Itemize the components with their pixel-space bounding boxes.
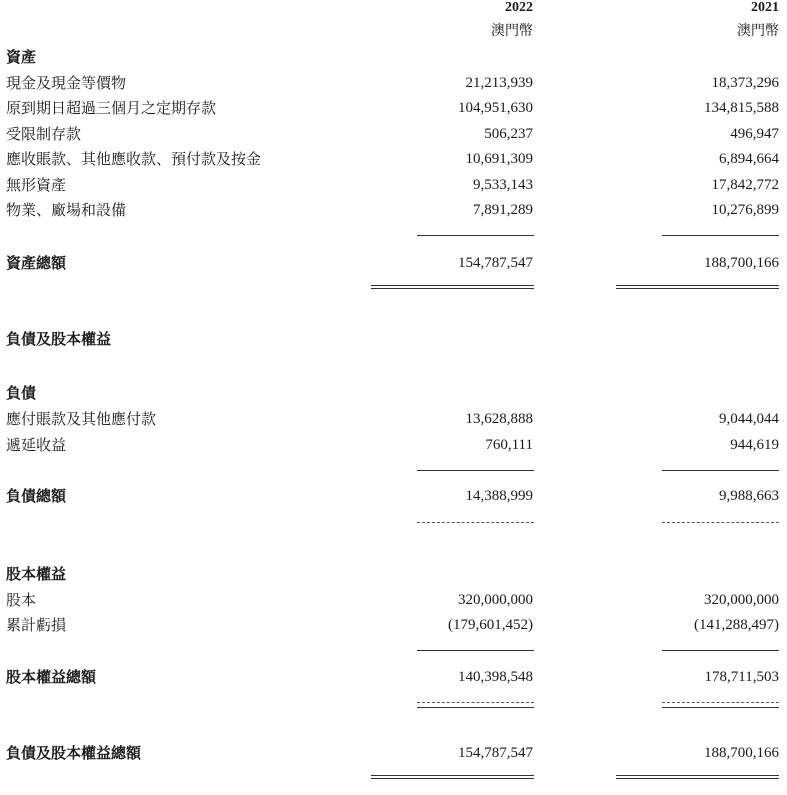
liability-row-value-2021: 9,044,044 [719,411,779,427]
liability-row-value-2022: 13,628,888 [465,411,533,427]
asset-row-value-2021: 10,276,899 [711,202,779,218]
liability-row-value-2022: 760,111 [485,437,533,453]
asset-row-label: 現金及現金等價物 [6,74,127,92]
subtotal-rule [417,707,534,708]
grand-total-2022: 154,787,547 [458,745,533,761]
asset-row-value-2022: 7,891,289 [473,202,533,218]
asset-row-value-2022: 9,533,143 [473,177,533,193]
asset-row-value-2022: 10,691,309 [465,151,533,167]
subtotal-rule [662,707,779,708]
asset-row-value-2021: 6,894,664 [719,151,779,167]
subtotal-rule [662,470,779,471]
asset-row-value-2021: 496,947 [730,126,779,142]
total-assets-label: 資產總額 [6,254,67,272]
total-assets-2022: 154,787,547 [458,255,533,271]
asset-row-label: 無形資產 [6,176,67,194]
equity-heading: 股本權益 [6,565,67,583]
currency-label-2022: 澳門幣 [491,23,533,39]
asset-row-value-2021: 17,842,772 [711,177,779,193]
total-double-rule [371,285,534,289]
total-equity-2021: 178,711,503 [704,669,779,685]
asset-row-label: 應收賬款、其他應收款、預付款及按金 [6,150,262,168]
subtotal-rule [662,650,779,651]
asset-row-value-2021: 18,373,296 [711,75,779,91]
dashed-rule [417,702,534,703]
subtotal-rule [662,235,779,236]
equity-row-label: 累計虧損 [6,616,67,634]
asset-row-label: 物業、廠場和設備 [6,201,127,219]
column-header-2022: 2022 [505,0,533,15]
liability-row-value-2021: 944,619 [730,437,779,453]
total-liabilities-2021: 9,988,663 [719,488,779,504]
liabilities-heading: 負債 [6,384,37,402]
assets-heading: 資產 [6,48,37,66]
dashed-rule [662,522,779,523]
currency-label-2021: 澳門幣 [737,23,779,39]
equity-row-value-2021: 320,000,000 [704,592,779,608]
asset-row-label: 受限制存款 [6,125,82,143]
total-equity-2022: 140,398,548 [458,669,533,685]
grand-total-2021: 188,700,166 [704,745,779,761]
total-assets-2021: 188,700,166 [704,255,779,271]
dashed-rule [662,702,779,703]
asset-row-value-2022: 506,237 [484,126,533,142]
total-double-rule [371,775,534,779]
equity-row-label: 股本 [6,591,37,609]
asset-row-value-2022: 104,951,630 [458,100,533,116]
asset-row-value-2021: 134,815,588 [704,100,779,116]
liabilities-equity-heading: 負債及股本權益 [6,330,112,348]
asset-row-value-2022: 21,213,939 [465,75,533,91]
equity-row-value-2022: (179,601,452) [448,617,533,633]
subtotal-rule [417,235,534,236]
total-double-rule [616,285,779,289]
grand-total-label: 負債及股本權益總額 [6,744,142,762]
total-double-rule [616,775,779,779]
liability-row-label: 應付賬款及其他應付款 [6,410,157,428]
asset-row-label: 原到期日超過三個月之定期存款 [6,99,217,117]
liability-row-label: 遞延收益 [6,436,67,454]
subtotal-rule [417,650,534,651]
dashed-rule [417,522,534,523]
total-liabilities-label: 負債總額 [6,487,67,505]
total-equity-label: 股本權益總額 [6,668,97,686]
equity-row-value-2022: 320,000,000 [458,592,533,608]
total-liabilities-2022: 14,388,999 [465,488,533,504]
subtotal-rule [417,470,534,471]
column-header-2021: 2021 [751,0,779,15]
equity-row-value-2021: (141,288,497) [694,617,779,633]
